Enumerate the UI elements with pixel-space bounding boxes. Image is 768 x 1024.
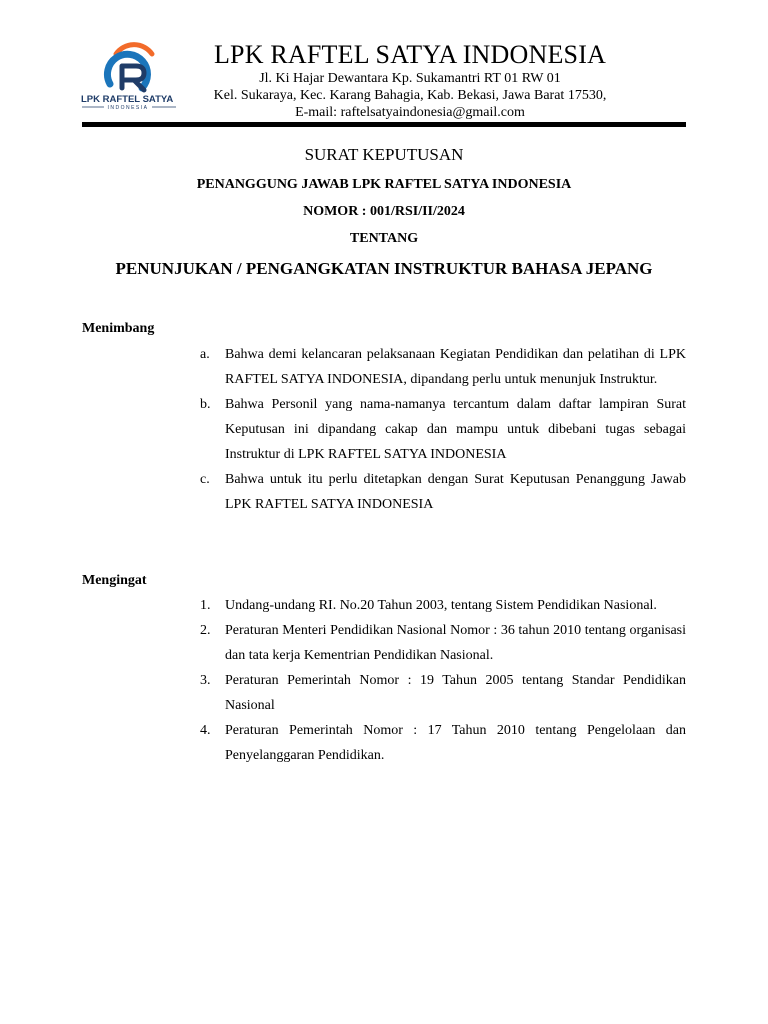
svg-text:LPK RAFTEL SATYA xyxy=(81,94,173,105)
address-line-1: Jl. Ki Hajar Dewantara Kp. Sukamantri RT 01 RW 01 xyxy=(259,71,561,86)
list-item-text: Peraturan Menteri Pendidikan Nasional Nomor : 36 tahun 2010 tentang organisasi dan tata kerja Kementrian Pendidikan Nasional. xyxy=(225,623,686,663)
list-item-text: Bahwa demi kelancaran pelaksanaan Kegiatan Pendidikan dan pelatihan di LPK RAFTEL SATYA INDONESIA, dipandang perlu untuk menunjuk Instruktur. xyxy=(225,347,686,387)
list-item xyxy=(200,718,686,768)
logo-text: LPK RAFTEL SATYA xyxy=(81,94,174,105)
list-item xyxy=(200,342,686,392)
list-marker: 4. xyxy=(200,723,211,738)
list-marker: a. xyxy=(200,347,210,362)
list-item-text: Peraturan Pemerintah Nomor : 19 Tahun 2005 tentang Standar Pendidikan Nasional xyxy=(225,673,686,713)
address-line-2: Kel. Sukaraya, Kec. Karang Bahagia, Kab. Bekasi, Jawa Barat 17530, xyxy=(213,88,607,103)
issuer-heading: PENANGGUNG JAWAB LPK RAFTEL SATYA INDONESIA xyxy=(196,177,572,192)
list-marker: 2. xyxy=(200,623,211,638)
email-line: E-mail: raftelsatyaindonesia@gmail.com xyxy=(295,105,525,120)
svg-text:INDONESIA xyxy=(107,105,148,111)
list-item xyxy=(200,392,686,467)
logo-mark-icon xyxy=(80,40,180,112)
subject-heading: PENUNJUKAN / PENGANGKATAN INSTRUKTUR BAHASA JEPANG xyxy=(115,259,653,278)
list-marker: c. xyxy=(200,472,210,487)
list-item xyxy=(200,618,686,668)
letterhead-divider xyxy=(82,122,686,127)
list-item-text: Bahwa Personil yang nama-namanya tercantum dalam daftar lampiran Surat Keputusan ini dipandang cakap dan mampu untuk dibebani tugas sebagai Instruktur di LPK RAFTEL SATYA INDONESIA xyxy=(225,397,686,462)
list-item-text: Bahwa untuk itu perlu ditetapkan dengan Surat Keputusan Penanggung Jawab LPK RAFTEL SATYA INDONESIA xyxy=(225,472,686,512)
list-item xyxy=(200,593,686,618)
mengingat-list xyxy=(200,593,686,768)
doc-type-heading: SURAT KEPUTUSAN xyxy=(304,145,464,164)
menimbang-label: Menimbang xyxy=(82,321,155,336)
list-item xyxy=(200,668,686,718)
list-marker: b. xyxy=(200,397,211,412)
list-marker: 1. xyxy=(200,598,211,613)
list-item-text: Peraturan Pemerintah Nomor : 17 Tahun 2010 tentang Pengelolaan dan Penyelanggaran Pendidikan. xyxy=(225,723,686,763)
list-item xyxy=(200,467,686,517)
logo-subtext: INDONESIA xyxy=(107,105,149,111)
org-name: LPK RAFTEL SATYA INDONESIA xyxy=(213,40,607,69)
decree-number: NOMOR : 001/RSI/II/2024 xyxy=(303,204,465,219)
mengingat-label: Mengingat xyxy=(82,573,147,588)
menimbang-list xyxy=(200,342,686,517)
about-heading: TENTANG xyxy=(349,231,419,246)
list-marker: 3. xyxy=(200,673,211,688)
list-item-text: Undang-undang RI. No.20 Tahun 2003, tentang Sistem Pendidikan Nasional. xyxy=(225,598,657,613)
org-logo xyxy=(80,40,180,112)
